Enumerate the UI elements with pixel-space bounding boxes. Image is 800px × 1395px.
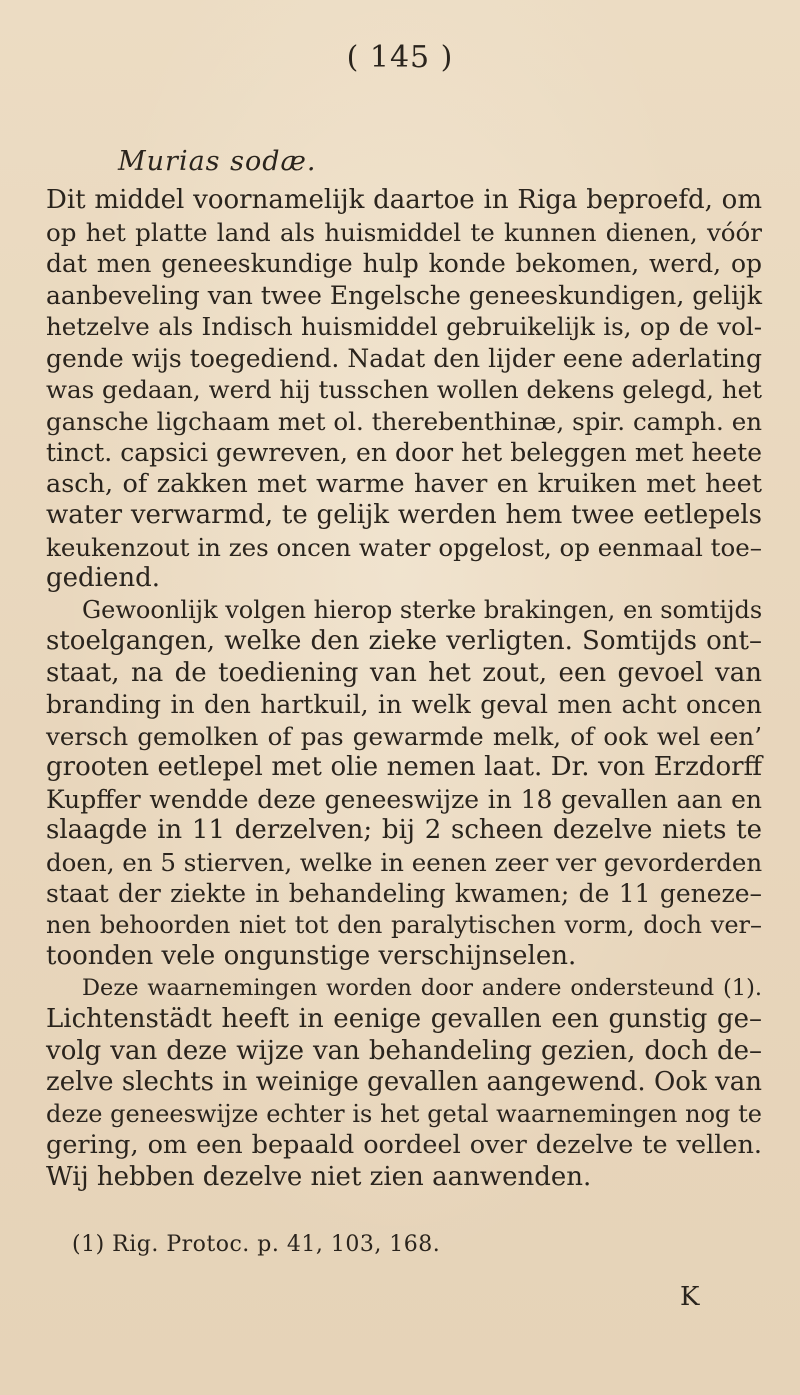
text-line: grooten eetlepel met olie nemen laat. Dr. von Erzdorff bbox=[46, 752, 762, 782]
text-line: gansche ligchaam met ol. therebenthinæ, spir. camph. en bbox=[46, 406, 762, 436]
text-line: asch, of zakken met warme haver en kruiken met heet bbox=[46, 468, 762, 499]
text-line: hetzelve als Indisch huismiddel gebruikelijk is, op de vol- bbox=[46, 312, 762, 341]
text-line: branding in den hartkuil, in welk geval men acht oncen bbox=[46, 690, 762, 719]
text-line: staat, na de toediening van het zout, een gevoel van bbox=[46, 657, 762, 688]
text-line: staat der ziekte in behandeling kwamen; de 11 geneze– bbox=[46, 879, 762, 908]
text-line: dat men geneeskundige hulp konde bekomen, werd, op bbox=[46, 249, 762, 278]
text-line: water verwarmd, te gelijk werden hem twee eetlepels bbox=[46, 500, 762, 530]
signature-mark: K bbox=[680, 1282, 700, 1312]
text-line: Lichtenstädt heeft in eenige gevallen een gunstig ge– bbox=[46, 1004, 762, 1034]
text-line: Kupffer wendde deze geneeswijze in 18 gevallen aan en bbox=[46, 784, 762, 814]
section-title: Murias sodæ. bbox=[118, 146, 317, 177]
text-line: Gewoonlijk volgen hierop sterke brakingen, en somtijds bbox=[82, 595, 763, 624]
text-line: keukenzout in zes oncen water opgelost, op eenmaal toe– bbox=[46, 532, 762, 562]
text-line: tinct. capsici gewreven, en door het beleggen met heete bbox=[46, 438, 762, 467]
body-text bbox=[46, 185, 762, 1193]
page-number: ( 145 ) bbox=[346, 40, 454, 75]
footnote: (1) Rig. Protoc. p. 41, 103, 168. bbox=[72, 1232, 441, 1257]
text-line: gende wijs toegediend. Nadat den lijder eene aderlating bbox=[46, 343, 762, 373]
text-line: Deze waarnemingen worden door andere ondersteund (1). bbox=[82, 974, 762, 1001]
text-line: op het platte land als huismiddel te kunnen dienen, vóór bbox=[46, 217, 762, 247]
text-line: nen behoorden niet tot den paralytischen vorm, doch ver– bbox=[46, 910, 762, 939]
text-line: doen, en 5 stierven, welke in eenen zeer ver gevorderden bbox=[46, 847, 763, 877]
text-line: gediend. bbox=[46, 563, 161, 593]
text-line: versch gemolken of pas gewarmde melk, of ook wel een’ bbox=[46, 721, 762, 751]
text-line: Dit middel voornamelijk daartoe in Riga beproefd, om bbox=[46, 185, 762, 215]
text-line: zelve slechts in weinige gevallen aangewend. Ook van bbox=[46, 1067, 762, 1097]
text-line: stoelgangen, welke den zieke verligten. Somtijds ont– bbox=[46, 626, 762, 656]
text-line: deze geneeswijze echter is het getal waarnemingen nog te bbox=[46, 1099, 762, 1128]
text-line: gering, om een bepaald oordeel over dezelve te vellen. bbox=[46, 1130, 762, 1160]
text-line: slaagde in 11 derzelven; bij 2 scheen dezelve niets te bbox=[46, 815, 762, 845]
text-line: Wij hebben dezelve niet zien aanwenden. bbox=[46, 1161, 592, 1192]
text-line: aanbeveling van twee Engelsche geneeskundigen, gelijk bbox=[46, 280, 762, 310]
text-line: toonden vele ongunstige verschijnselen. bbox=[46, 941, 577, 971]
text-line: was gedaan, werd hij tusschen wollen dekens gelegd, het bbox=[46, 375, 762, 404]
text-line: volg van deze wijze van behandeling gezien, doch de– bbox=[46, 1035, 762, 1066]
